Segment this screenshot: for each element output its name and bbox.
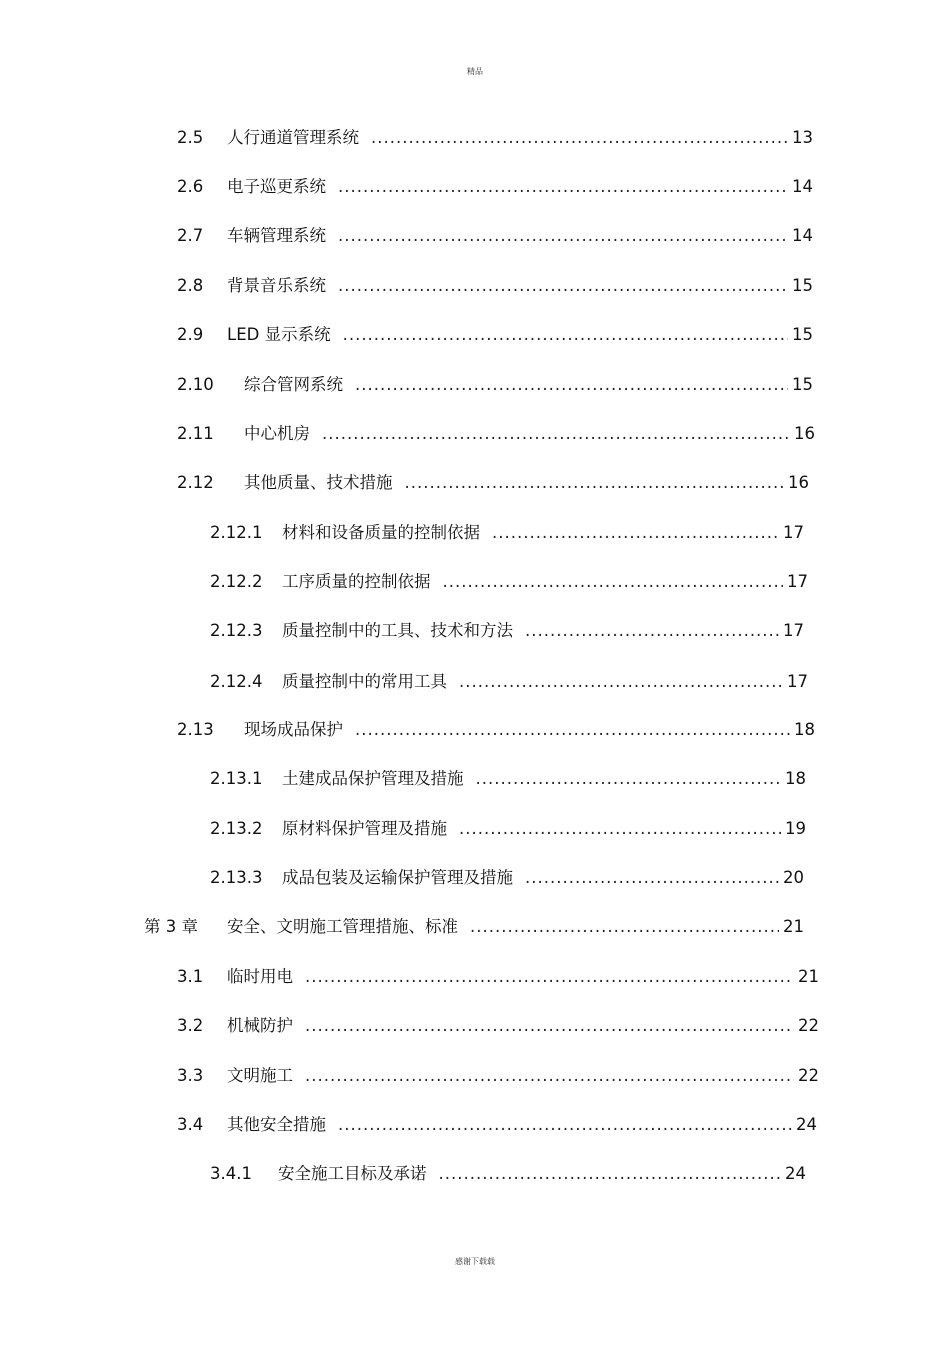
toc-leader-dots (338, 177, 788, 197)
toc-entry-title: 材料和设备质量的控制依据 (282, 523, 480, 542)
toc-entry-number: 3.4.1 (210, 1164, 252, 1183)
toc-entry-title: 质量控制中的常用工具 (282, 672, 447, 691)
toc-entry-title: 综合管网系统 (244, 375, 343, 394)
toc-entry-page: 15 (792, 325, 813, 344)
toc-entry-page: 14 (792, 177, 813, 196)
toc-entry[interactable] (177, 272, 813, 296)
toc-leader-dots (338, 226, 788, 246)
toc-entry-number: 2.13.2 (210, 819, 263, 838)
toc-leader-dots (525, 868, 779, 888)
toc-entry-title: 中心机房 (244, 424, 310, 443)
toc-entry-number: 2.12.2 (210, 572, 263, 591)
toc-entry-number: 2.5 (177, 128, 204, 147)
toc-entry[interactable] (210, 1160, 806, 1184)
toc-entry[interactable] (177, 222, 813, 246)
toc-entry[interactable] (177, 321, 813, 345)
toc-entry[interactable] (210, 765, 806, 789)
toc-entry[interactable] (177, 1062, 819, 1086)
toc-entry-title: 成品包装及运输保护管理及措施 (282, 868, 513, 887)
toc-entry[interactable] (177, 963, 819, 987)
toc-entry-title: 工序质量的控制依据 (282, 572, 431, 591)
toc-entry[interactable] (177, 173, 813, 197)
toc-entry-page: 21 (798, 967, 819, 986)
toc-entry-number: 2.11 (177, 424, 214, 443)
toc-leader-dots (443, 572, 784, 592)
toc-entry-number: 3.4 (177, 1115, 204, 1134)
toc-entry[interactable] (210, 864, 804, 888)
toc-entry-title: 原材料保护管理及措施 (282, 819, 447, 838)
toc-entry-page: 18 (785, 769, 806, 788)
toc-entry-page: 17 (787, 672, 808, 691)
toc-entry-number: 2.12.4 (210, 672, 263, 691)
toc-entry-page: 14 (792, 226, 813, 245)
toc-leader-dots (338, 276, 788, 296)
toc-leader-dots (525, 621, 779, 641)
toc-leader-dots (355, 720, 790, 740)
toc-entry-number: 2.6 (177, 177, 204, 196)
toc-entry[interactable] (210, 668, 808, 692)
toc-entry-page: 18 (794, 720, 815, 739)
toc-entry[interactable] (177, 716, 815, 740)
toc-entry-title: 机械防护 (227, 1016, 293, 1035)
toc-leader-dots (305, 1016, 794, 1036)
toc-leader-dots (355, 375, 788, 395)
toc-entry[interactable] (177, 420, 815, 444)
toc-entry-number: 3.1 (177, 967, 204, 986)
toc-leader-dots (470, 917, 779, 937)
toc-entry-title: 其他质量、技术措施 (244, 473, 393, 492)
toc-leader-dots (459, 672, 783, 692)
toc-entry-number: 3.2 (177, 1016, 204, 1035)
toc-entry-title: 安全、文明施工管理措施、标准 (227, 917, 458, 936)
toc-entry[interactable] (210, 519, 804, 543)
toc-entry-number: 第 3 章 (144, 917, 198, 936)
toc-leader-dots (322, 424, 790, 444)
toc-entry-page: 16 (788, 473, 809, 492)
toc-entry-page: 22 (798, 1016, 819, 1035)
toc-leader-dots (439, 1164, 782, 1184)
toc-entry-number: 2.13 (177, 720, 214, 739)
toc-entry-number: 3.3 (177, 1066, 204, 1085)
toc-entry-number: 2.12.3 (210, 621, 263, 640)
toc-entry-title: 其他安全措施 (227, 1115, 326, 1134)
toc-entry-title: 电子巡更系统 (227, 177, 326, 196)
toc-entry-title: 车辆管理系统 (227, 226, 326, 245)
toc-entry[interactable] (210, 617, 804, 641)
toc-entry-title: 安全施工目标及承诺 (278, 1164, 427, 1183)
toc-entry-number: 2.8 (177, 276, 204, 295)
toc-entry-page: 16 (794, 424, 815, 443)
toc-leader-dots (476, 769, 782, 789)
toc-entry-number: 2.9 (177, 325, 204, 344)
toc-entry[interactable] (144, 913, 804, 937)
page-header: 精品 (467, 67, 483, 76)
toc-entry-number: 2.7 (177, 226, 204, 245)
toc-entry-title: 临时用电 (227, 967, 293, 986)
toc-entry-number: 2.13.1 (210, 769, 263, 788)
toc-entry-page: 20 (783, 868, 804, 887)
toc-entry[interactable] (177, 1111, 817, 1135)
toc-leader-dots (305, 1066, 794, 1086)
toc-entry[interactable] (210, 568, 808, 592)
toc-entry-title: 文明施工 (227, 1066, 293, 1085)
toc-entry-number: 2.13.3 (210, 868, 263, 887)
toc-entry-page: 17 (787, 572, 808, 591)
page-footer: 感谢下载载 (455, 1257, 495, 1266)
toc-entry-title: 现场成品保护 (244, 720, 343, 739)
toc-entry-title: 人行通道管理系统 (227, 128, 359, 147)
toc-entry[interactable] (177, 1012, 819, 1036)
toc-entry-number: 2.10 (177, 375, 214, 394)
toc-entry-title: 土建成品保护管理及措施 (282, 769, 464, 788)
toc-leader-dots (338, 1115, 792, 1135)
toc-entry-page: 24 (796, 1115, 817, 1134)
toc-entry-page: 19 (785, 819, 806, 838)
toc-entry-page: 21 (783, 917, 804, 936)
toc-entry[interactable] (177, 469, 809, 493)
toc-entry-title: LED 显示系统 (227, 325, 331, 344)
toc-entry-title: 背景音乐系统 (227, 276, 326, 295)
toc-entry-number: 2.12 (177, 473, 214, 492)
toc-leader-dots (305, 967, 794, 987)
toc-leader-dots (492, 523, 779, 543)
toc-entry-page: 17 (783, 621, 804, 640)
toc-entry-number: 2.12.1 (210, 523, 263, 542)
toc-entry[interactable] (177, 124, 813, 148)
toc-entry-page: 15 (792, 276, 813, 295)
toc-entry-page: 13 (792, 128, 813, 147)
toc-leader-dots (405, 473, 785, 493)
toc-leader-dots (371, 128, 788, 148)
toc-entry-page: 15 (792, 375, 813, 394)
toc-entry-title: 质量控制中的工具、技术和方法 (282, 621, 513, 640)
toc-leader-dots (459, 819, 781, 839)
toc-entry[interactable] (177, 371, 813, 395)
toc-leader-dots (343, 325, 788, 345)
toc-entry-page: 22 (798, 1066, 819, 1085)
toc-entry-page: 17 (783, 523, 804, 542)
toc-entry[interactable] (210, 815, 806, 839)
toc-entry-page: 24 (785, 1164, 806, 1183)
